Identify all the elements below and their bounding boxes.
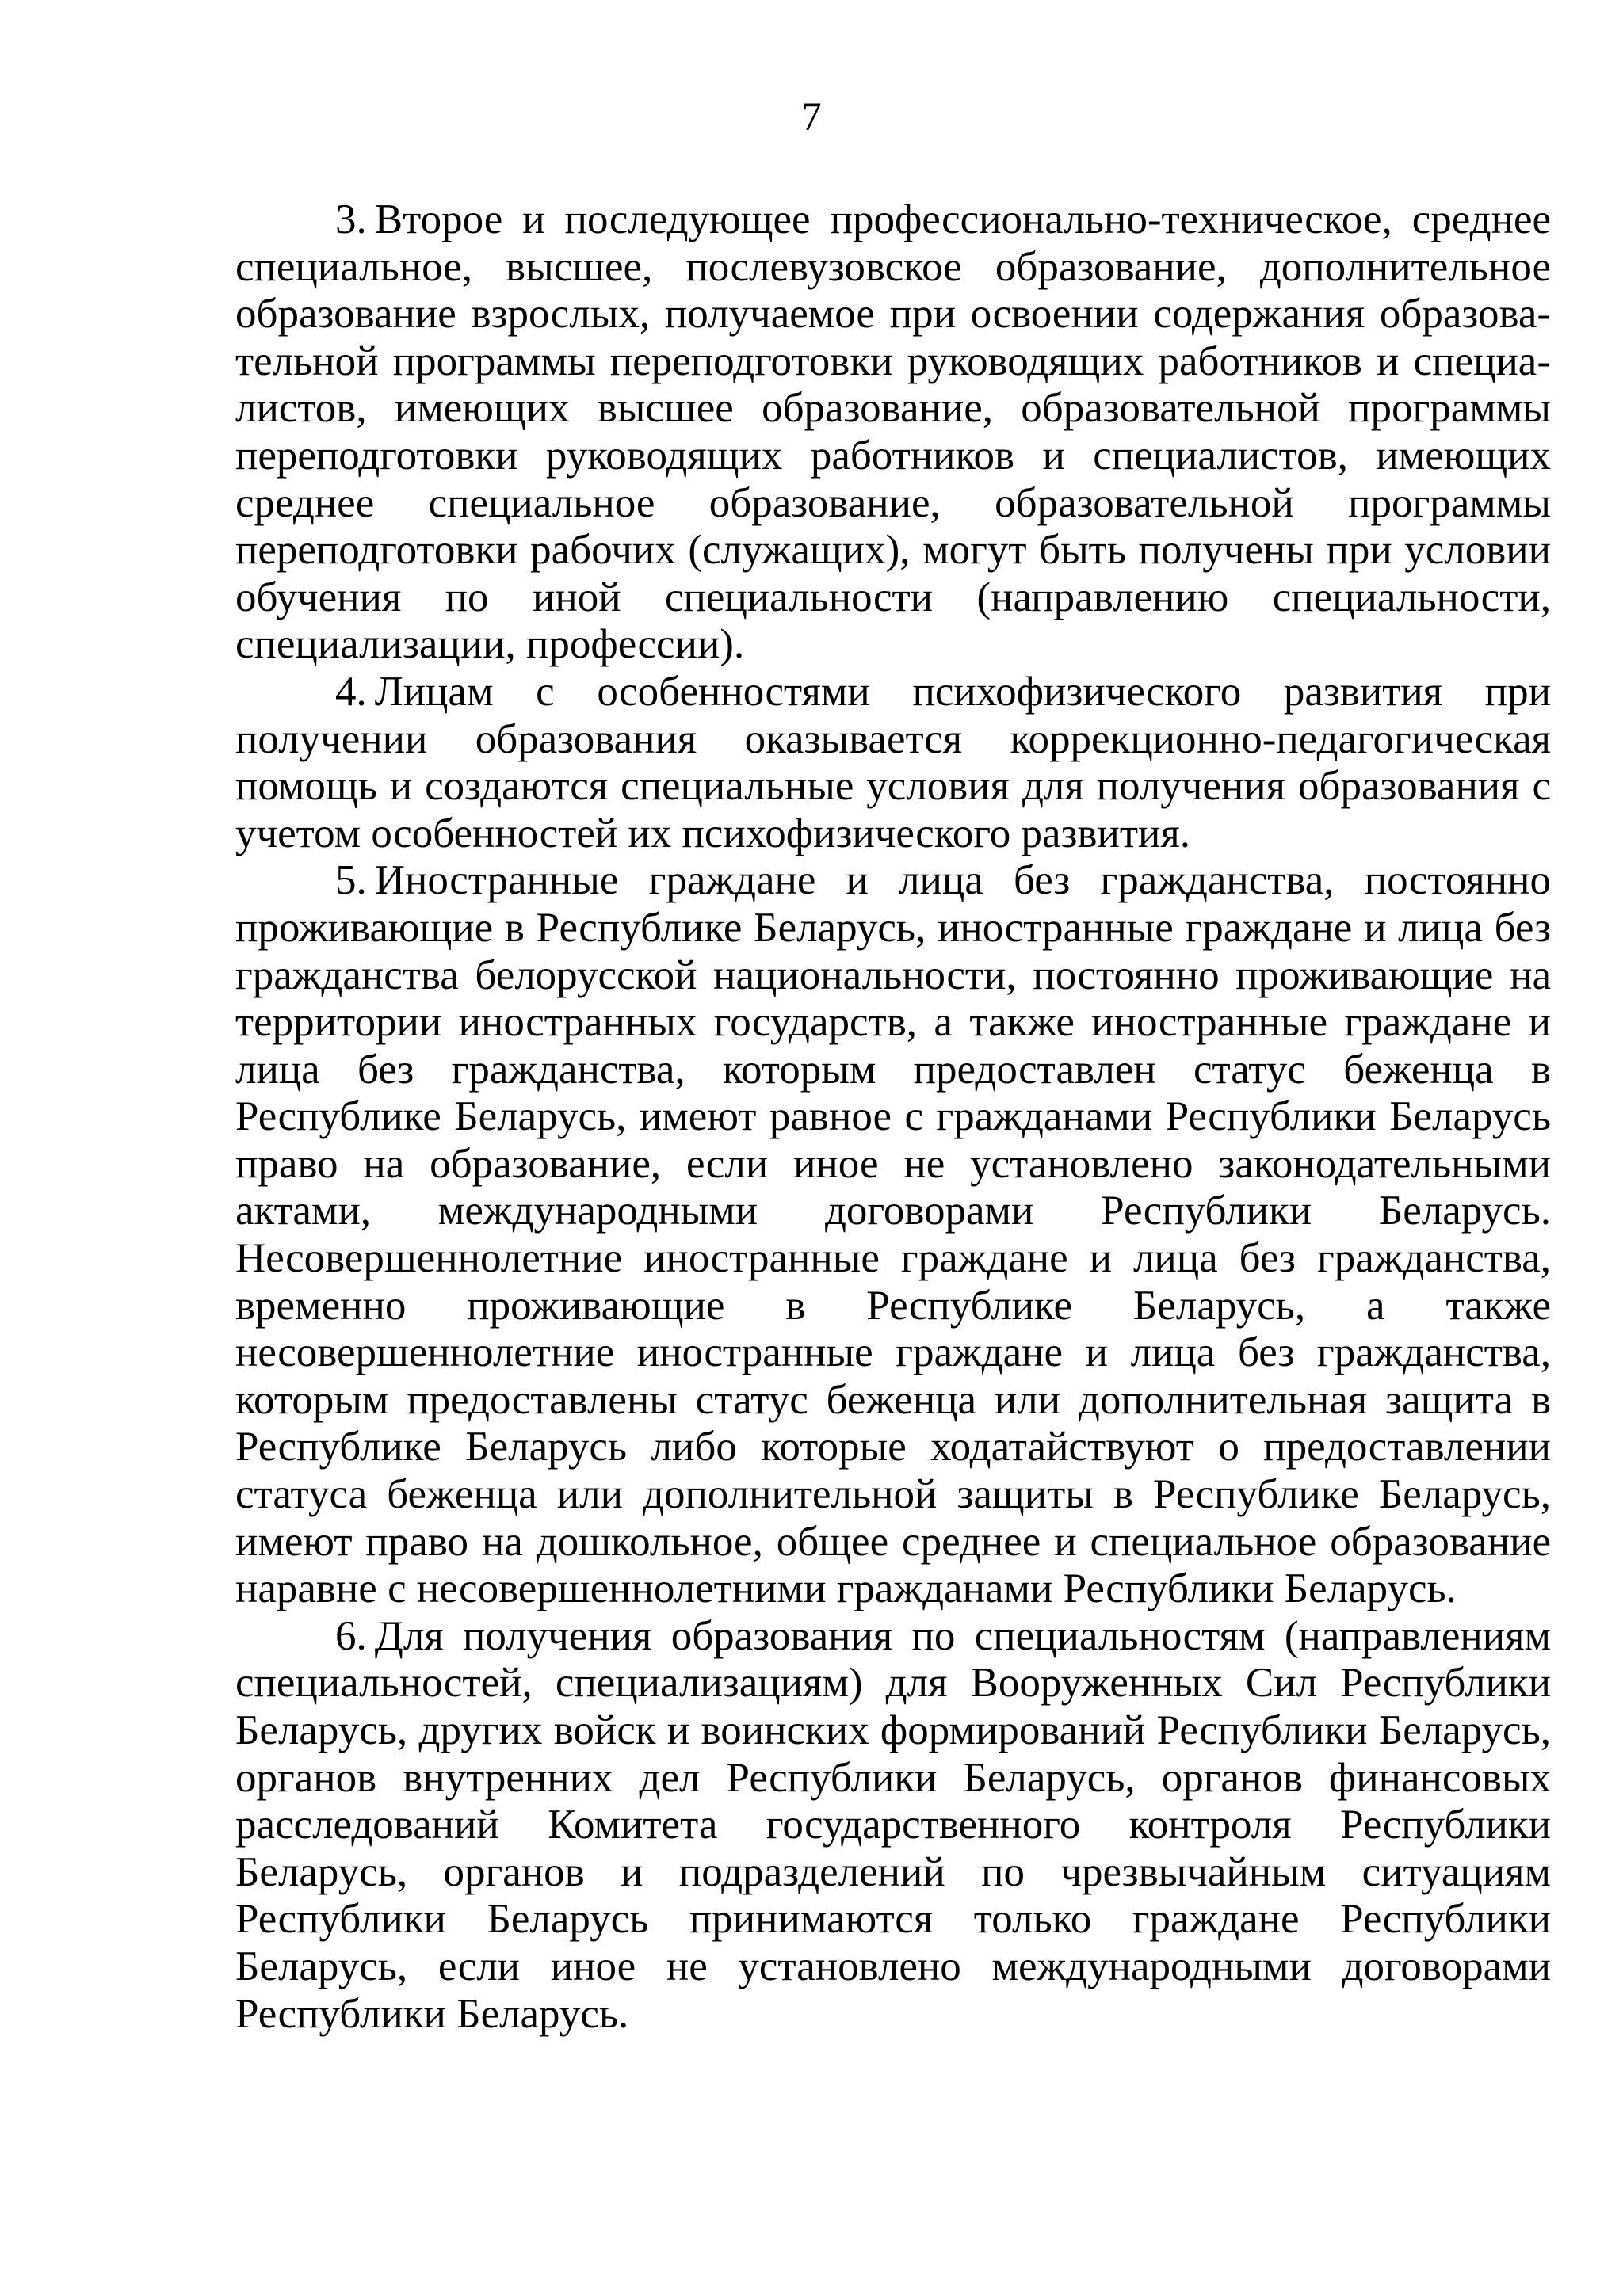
paragraph-number: 3.	[335, 196, 367, 242]
paragraph-5	[235, 857, 1551, 1613]
paragraph-number: 6.	[335, 1612, 367, 1659]
paragraph-4	[235, 669, 1551, 857]
paragraph-3	[235, 196, 1551, 669]
paragraph-text: Лицам с особенностями психофизического развития при получении образования оказывается коррекционно-педагогическая помощь и создаются специальные условия для получения образования с учетом особенностей их психофизического развития.	[235, 668, 1551, 856]
document-body	[235, 196, 1551, 2038]
page-number: 7	[801, 95, 822, 139]
paragraph-number: 5.	[335, 857, 367, 904]
paragraph-number: 4.	[335, 668, 367, 715]
paragraph-text: Второе и последующее профессионально-техническое, среднее специальное, высшее, послевузовское образование, дополнительное образование взрослых, получаемое при освоении содержания образовательной программы переподготовки руководящих работников и специалистов, имеющих высшее образование, образовательной программы переподготовки руководящих работников и специалистов, имеющих среднее специальное образование, образовательной программы переподготовки рабочих (служащих), могут быть получены при условии обучения по иной специальности (направлению специальности, специализации, профессии).	[235, 196, 1551, 668]
paragraph-6	[235, 1613, 1551, 2038]
paragraph-text: Для получения образования по специальностям (направлениям специальностей, специализациям) для Вооруженных Сил Республики Беларусь, других войск и воинских формирований Республики Беларусь, органов внутренних дел Республики Беларусь, органов финансовых расследований Комитета государственного контроля Республики Беларусь, органов и подразделений по чрезвычайным ситуациям Республики Беларусь принимаются только граждане Республики Беларусь, если иное не установлено международными договорами Республики Беларусь.	[235, 1612, 1551, 2037]
paragraph-text: Иностранные граждане и лица без гражданства, постоянно проживающие в Республике Беларусь, иностранные граждане и лица без гражданства белорусской национальности, постоянно проживающие на территории иностранных государств, а также иностранные граждане и лица без гражданства, которым предоставлен статус беженца в Республике Беларусь, имеют равное с гражданами Республики Беларусь право на образование, если иное не установлено законодательными актами, международными договорами Республики Беларусь. Несовершеннолетние иностранные граждане и лица без гражданства, временно проживающие в Республике Беларусь, а также несовершеннолетние иностранные граждане и лица без гражданства, которым предоставлены статус беженца или дополнительная защита в Республике Беларусь либо которые ходатайствуют о предоставлении статуса беженца или дополнительной защиты в Республике Беларусь, имеют право на дошкольное, общее среднее и специальное образование наравне с несовершеннолетними гражданами Республики Беларусь.	[235, 857, 1551, 1612]
